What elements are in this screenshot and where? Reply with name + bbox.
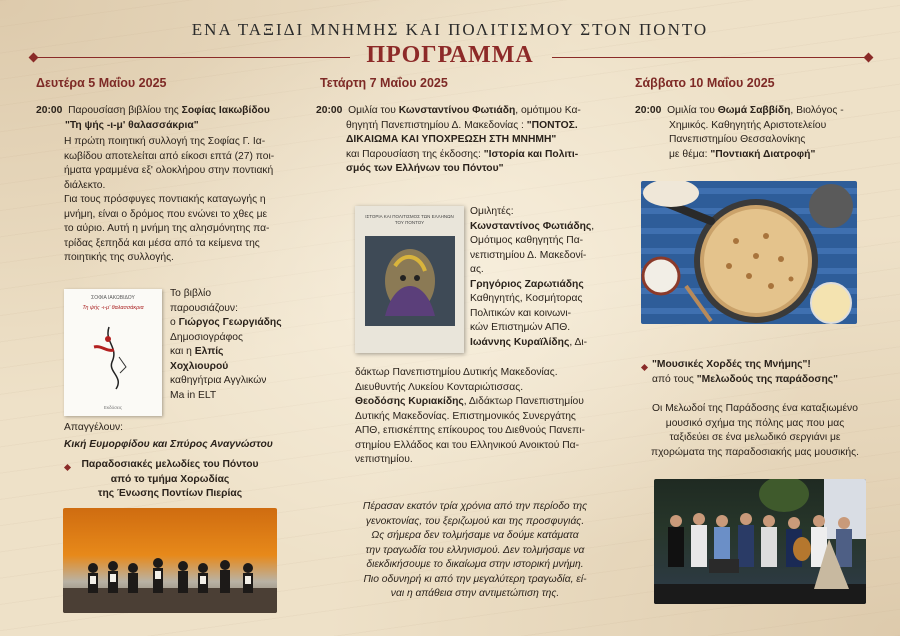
col3-music-title bbox=[652, 358, 867, 373]
col2-topic: ΔΙΚΑΙΩΜΑ ΚΑΙ ΥΠΟΧΡΕΩΣΗ ΣΤΗ ΜΝΗΜΗ" bbox=[346, 134, 557, 145]
program-title: ΠΡΟΓΡΑΜΜΑ bbox=[366, 42, 534, 68]
col2-speakers-wide bbox=[355, 366, 615, 468]
presenters-line: Το βιβλίο bbox=[170, 288, 212, 299]
quote-line: Πέρασαν εκατόν τρία χρόνια από την περίοδο της bbox=[362, 501, 588, 512]
speaker4-role: , Διδάκτωρ Πανεπιστημίου bbox=[463, 396, 584, 407]
col1-desc-line: ποιητικής της συλλογής. bbox=[64, 252, 174, 263]
speaker1-name: Κωνσταντίνος Φωτιάδης bbox=[470, 220, 592, 232]
presenter-prefix: και η bbox=[170, 346, 195, 357]
readings-label: Απαγγέλουν: bbox=[64, 422, 124, 433]
presenters-line: παρουσιάζουν: bbox=[170, 302, 238, 314]
col3-speaker-name: Θωμά Σαββίδη bbox=[717, 105, 791, 116]
quote-line: ναι η απάθεια στην αντιμετώπιση της. bbox=[390, 588, 560, 599]
music-desc-line: μουσικό σχήμα της πόλης μας που μας bbox=[665, 417, 845, 429]
col2-book-title: "Ιστορία και Πολιτι- bbox=[483, 148, 579, 160]
col3-line-part: Ομιλία του bbox=[667, 105, 718, 116]
quote-line: Πιο οδυνηρή κι από την μεγαλύτερη τραγωδία, εί- bbox=[363, 573, 587, 585]
col2-line-part: Ομιλία του bbox=[348, 105, 399, 116]
col2-event bbox=[316, 104, 601, 177]
speaker4-role: ΑΠΘ, επισκέπτης επίκουρος του Διεθνούς Πανεπι- bbox=[355, 425, 585, 436]
col1-desc-line: Για τους πρόσφυγες ποντιακής καταγωγής η bbox=[64, 194, 266, 205]
music-by-lead: από τους bbox=[652, 374, 697, 385]
col3-music-by bbox=[652, 373, 867, 388]
top-title: ΕΝΑ ΤΑΞΙΔΙ ΜΝΗΜΗΣ ΚΑΙ ΠΟΛΙΤΙΣΜΟΥ ΣΤΟΝ ΠΟΝΤΟ bbox=[191, 20, 709, 39]
book-cover-publisher: Εκδόσεις bbox=[103, 405, 123, 410]
music-desc-line: πχορώματα της παραδοσιακής μας μουσικής. bbox=[651, 446, 859, 458]
band-illustration bbox=[654, 479, 866, 604]
speaker2-name: Γρηγόριος Ζαρωτιάδης bbox=[470, 278, 584, 290]
readers: Κική Ευμορφίδου και Σπύρος Αναγνώστου bbox=[64, 438, 273, 450]
col1-desc-line: Η πρώτη ποιητική συλλογή της Σοφίας Γ. Ια- bbox=[64, 136, 266, 147]
col1-event-author: Σοφίας Ιακωβίδου bbox=[181, 105, 270, 116]
col2-line-part: θηγητή Πανεπιστημίου Δ. Μακεδονίας : bbox=[346, 119, 527, 131]
col3-line: Πανεπιστημίου Θεσσαλονίκης bbox=[669, 134, 806, 145]
presenter1-name: Γιώργος Γεωργιάδης bbox=[178, 317, 282, 328]
col3-topic: "Ποντιακή Διατροφή" bbox=[710, 148, 816, 160]
speaker4-name: Θεοδόσης Κυριακίδης bbox=[355, 396, 464, 407]
speaker4-role: στημίου Ελλάδος και του Ελληνικού Ανοικτού Πα- bbox=[355, 439, 580, 451]
speaker4-role: Δυτικής Μακεδονίας. Επιστημονικός Συνεργάτης bbox=[355, 410, 576, 422]
col1-date: Δευτέρα 5 Μαΐου 2025 bbox=[36, 76, 167, 90]
speaker2-role: κών Επιστημών ΑΠΘ. bbox=[470, 322, 571, 333]
music-title: "Μουσικές Χορδές της Μνήμης"! bbox=[652, 359, 811, 370]
col1-description bbox=[64, 135, 314, 266]
band-photo bbox=[654, 479, 866, 604]
col3-music-desc bbox=[640, 402, 870, 460]
col1-readings bbox=[64, 421, 324, 452]
col2-speakers-short bbox=[470, 205, 605, 350]
quote-line: διεκδικήσουμε το δικαίωμα στην ιστορική μνήμη. bbox=[366, 559, 584, 570]
food-illustration bbox=[641, 181, 857, 324]
pontic-food-photo bbox=[641, 181, 857, 324]
presenter1-role: Δημοσιογράφος bbox=[170, 331, 243, 343]
col3-time: 20:00 bbox=[635, 105, 662, 116]
book-cover-illustration bbox=[64, 317, 162, 397]
col3-line: Χημικός. Καθηγητής Αριστοτελείου bbox=[669, 119, 827, 131]
speaker4-role: νεπιστημίου. bbox=[355, 454, 413, 465]
col1-event-lead: Παρουσίαση βιβλίου της bbox=[68, 105, 182, 116]
col3-line-part: με θέμα: bbox=[669, 148, 711, 160]
book-cover-iakovidou bbox=[64, 289, 162, 416]
book-cover-painting bbox=[365, 236, 455, 326]
book-cover-title: Τη ψής -ι-μ' θαλασσάκρια bbox=[82, 305, 144, 311]
col1-desc-line: τρίδας ξεπηδά και μέσα από τα κείμενα της bbox=[64, 237, 260, 249]
speaker2-role: Καθηγητής, Κοσμήτορας bbox=[470, 293, 583, 304]
col3-date: Σάββατο 10 Μαΐου 2025 bbox=[635, 76, 775, 90]
music-desc-line: ταξιδεύει σε ένα μελωδικό σεργιάνι με bbox=[669, 432, 841, 443]
col2-time: 20:00 bbox=[316, 105, 343, 116]
presenter2-surname: Χοχλιουρού bbox=[170, 360, 229, 372]
book-cover-pontos bbox=[355, 206, 464, 353]
col2-quote bbox=[342, 500, 608, 602]
book-cover-title: ΙΣΤΟΡΙΑ ΚΑΙ ΠΟΛΙΤΙΣΜΟΣ ΤΩΝ ΕΛΛΗΝΩΝ ΤΟΥ ΠΟΝΤΟΥ bbox=[365, 214, 454, 225]
col1-presenters bbox=[170, 287, 320, 403]
presenter2-role: καθηγήτρια Αγγλικών bbox=[170, 375, 267, 386]
col2-date: Τετάρτη 7 Μαΐου 2025 bbox=[320, 76, 448, 90]
music-desc-line: Οι Μελωδοί της Παράδοσης ένα καταξιωμένο bbox=[652, 403, 858, 414]
quote-line: την τραγωδία του ελληνισμού. Δεν τολμήσαμε να bbox=[365, 544, 585, 556]
presenter2-name: Ελπίς bbox=[194, 346, 224, 357]
speaker1-role: ας. bbox=[470, 264, 484, 275]
speaker1-role: Ομότιμος καθηγητής Πα- bbox=[470, 235, 584, 246]
quote-line: γενοκτονίας, του ξεριζωμού και της προσφυγιάς. bbox=[365, 515, 585, 527]
col2-line-part: και Παρουσίαση της έκδοσης: bbox=[346, 148, 484, 160]
music-group: "Μελωδούς της παράδοσης" bbox=[696, 374, 838, 385]
book-cover-author: ΣΟΦΙΑ ΙΑΚΩΒΙΔΟΥ bbox=[91, 295, 135, 301]
speaker2-role: Πολιτικών και κοινωνι- bbox=[470, 307, 572, 319]
presenter-prefix: ο bbox=[170, 317, 179, 328]
music-line: Παραδοσιακές μελωδίες του Πόντου bbox=[81, 459, 259, 470]
speaker3-name: Ιωάννης Κυραϊλίδης bbox=[470, 336, 570, 348]
col2-speaker-name: Κωνσταντίνου Φωτιάδη bbox=[398, 105, 516, 116]
speaker1-comma: , bbox=[591, 220, 595, 232]
music-line: της Ένωσης Ποντίων Πιερίας bbox=[97, 488, 243, 499]
speakers-label: Ομιλητές: bbox=[470, 206, 514, 217]
choir-photo bbox=[63, 508, 277, 613]
quote-line: Ως σήμερα δεν τολμήσαμε να δούμε κατάματα bbox=[371, 530, 579, 541]
col1-desc-line: διάλεκτο. bbox=[64, 179, 106, 191]
col3-line-part: , Βιολόγος - bbox=[790, 105, 844, 116]
choir-silhouettes bbox=[63, 508, 277, 613]
speaker3-role: δάκτωρ Πανεπιστημίου Δυτικής Μακεδονίας. bbox=[355, 367, 558, 378]
col2-topic: "ΠΟΝΤΟΣ. bbox=[526, 119, 578, 131]
col1-desc-line: ήματα γραμμένα εξ' ολοκλήρου στην ποντιακή bbox=[64, 165, 274, 176]
col1-event bbox=[36, 104, 276, 133]
col3-bullet-icon bbox=[641, 364, 648, 371]
col2-line-part: , ομότιμου Κα- bbox=[515, 105, 581, 116]
speaker3-role: Διευθυντής Λυκείου Κονταριώτισσας. bbox=[355, 381, 524, 393]
col1-music bbox=[70, 458, 270, 502]
col1-desc-line: το αύριο. Αυτή η μνήμη της αλησμόνητης πα- bbox=[64, 223, 270, 234]
col1-event-book: "Τη ψής -ι-μ' θαλασσάκρια" bbox=[65, 119, 199, 131]
col1-time: 20:00 bbox=[36, 105, 63, 116]
col1-desc-line: κωβίδου αποτελείται από είκοσι επτά (27) ποι- bbox=[64, 150, 275, 162]
col1-desc-line: μνήμη, είναι ο δρόμος που ενώνει το χθες με bbox=[64, 208, 268, 220]
col3-event bbox=[635, 104, 875, 162]
col2-book-title: σμός των Ελλήνων του Πόντου" bbox=[346, 163, 504, 174]
speaker3-role: , Δι- bbox=[569, 336, 588, 348]
speaker1-role: νεπιστημίου Δ. Μακεδονί- bbox=[470, 249, 587, 261]
presenter2-role: Ma in ELT bbox=[170, 389, 217, 401]
music-line: από το τμήμα Χορωδίας bbox=[110, 473, 230, 485]
